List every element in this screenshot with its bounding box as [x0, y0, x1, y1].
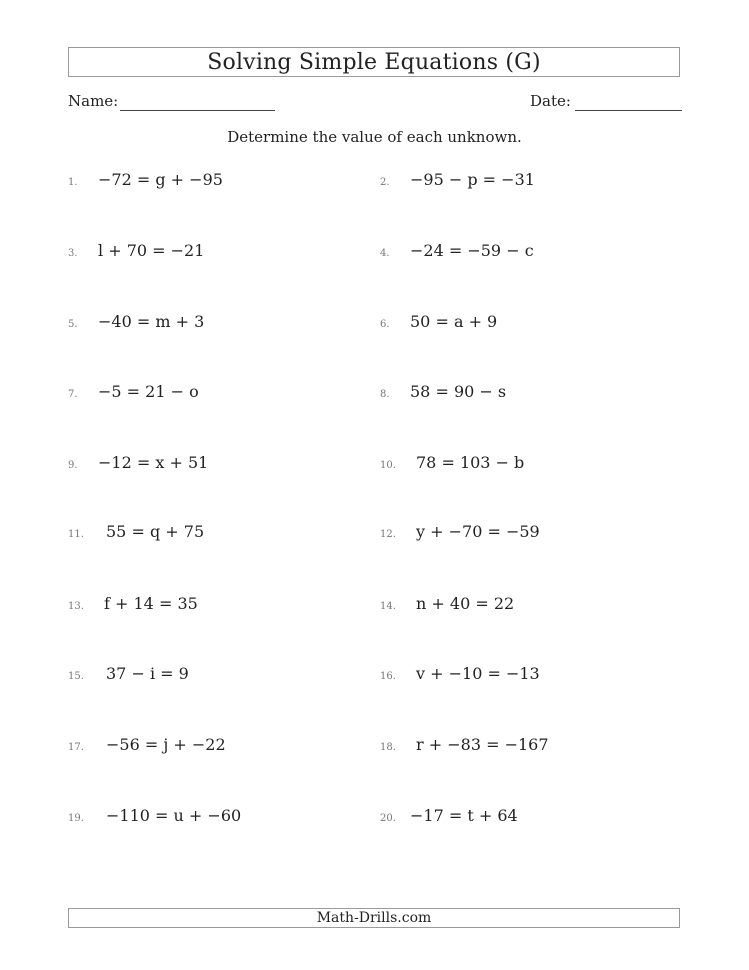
- problem-number: 17.: [68, 742, 84, 753]
- problem-number: 11.: [68, 529, 84, 540]
- problem-equation: −110 = u + −60: [106, 806, 242, 825]
- problem-number: 1.: [68, 177, 78, 188]
- problem-number: 13.: [68, 601, 84, 612]
- problem-number: 10.: [380, 460, 396, 471]
- problem-19: [68, 806, 241, 830]
- problem-number: 6.: [380, 319, 390, 330]
- problem-number: 3.: [68, 248, 78, 259]
- problem-18: [380, 735, 549, 759]
- page-title: Solving Simple Equations (G): [207, 49, 541, 75]
- problem-equation: f + 14 = 35: [104, 594, 198, 613]
- problem-equation: −56 = j + −22: [106, 735, 226, 754]
- problem-2: [380, 170, 535, 194]
- date-label: Date:: [530, 92, 571, 110]
- problem-equation: 78 = 103 − b: [416, 453, 525, 472]
- problem-equation: −72 = g + −95: [98, 170, 223, 189]
- problem-number: 14.: [380, 601, 396, 612]
- problem-number: 20.: [380, 813, 396, 824]
- problem-equation: 37 − i = 9: [106, 664, 189, 683]
- problem-7: [68, 382, 199, 406]
- date-field-line[interactable]: [575, 110, 682, 111]
- problem-equation: r + −83 = −167: [416, 735, 549, 754]
- problem-equation: −95 − p = −31: [410, 170, 535, 189]
- problem-number: 9.: [68, 460, 78, 471]
- problem-1: [68, 170, 223, 194]
- problem-number: 18.: [380, 742, 396, 753]
- problem-equation: 58 = 90 − s: [410, 382, 507, 401]
- problem-5: [68, 312, 204, 336]
- problem-4: [380, 241, 534, 265]
- problem-number: 4.: [380, 248, 390, 259]
- problem-equation: −24 = −59 − c: [410, 241, 534, 260]
- problem-13: [68, 594, 198, 618]
- problem-12: [380, 522, 540, 546]
- problem-8: [380, 382, 506, 406]
- problem-6: [380, 312, 497, 336]
- problem-number: 15.: [68, 671, 84, 682]
- instructions: Determine the value of each unknown.: [227, 128, 522, 146]
- problem-equation: v + −10 = −13: [416, 664, 540, 683]
- problem-equation: 50 = a + 9: [410, 312, 498, 331]
- problem-3: [68, 241, 204, 265]
- problem-17: [68, 735, 226, 759]
- problem-equation: y + −70 = −59: [416, 522, 540, 541]
- problem-number: 16.: [380, 671, 396, 682]
- problem-number: 5.: [68, 319, 78, 330]
- problem-15: [68, 664, 189, 688]
- problem-number: 19.: [68, 813, 84, 824]
- name-label: Name:: [68, 92, 119, 110]
- problem-equation: l + 70 = −21: [98, 241, 205, 260]
- footer-box: [68, 908, 680, 928]
- problem-equation: −17 = t + 64: [410, 806, 518, 825]
- name-date-row: [68, 92, 682, 114]
- problem-10: [380, 453, 524, 477]
- footer-text: Math-Drills.com: [316, 910, 432, 926]
- problem-equation: 55 = q + 75: [106, 522, 205, 541]
- problem-9: [68, 453, 208, 477]
- problem-16: [380, 664, 540, 688]
- problem-number: 8.: [380, 389, 390, 400]
- title-box: [68, 47, 680, 77]
- name-field-line[interactable]: [120, 110, 275, 111]
- problem-20: [380, 806, 518, 830]
- problem-equation: n + 40 = 22: [416, 594, 515, 613]
- problem-equation: −5 = 21 − o: [98, 382, 199, 401]
- problem-equation: −12 = x + 51: [98, 453, 209, 472]
- problem-number: 7.: [68, 389, 78, 400]
- problem-11: [68, 522, 204, 546]
- problem-number: 12.: [380, 529, 396, 540]
- problem-equation: −40 = m + 3: [98, 312, 205, 331]
- problem-14: [380, 594, 514, 618]
- problem-number: 2.: [380, 177, 390, 188]
